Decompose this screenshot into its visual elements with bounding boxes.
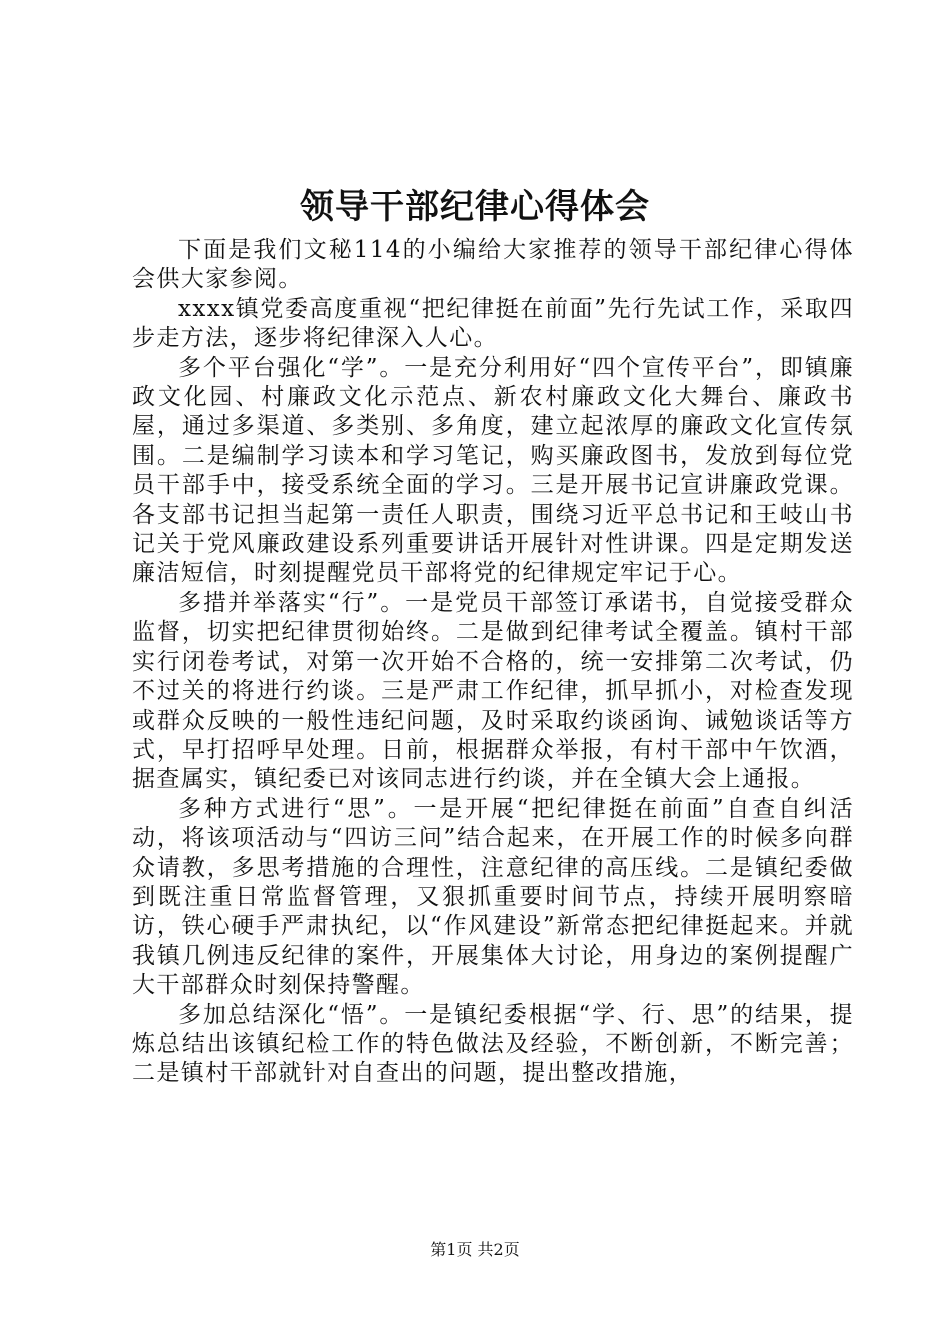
paragraph-learn: 多个平台强化“学”。一是充分利用好“四个宣传平台”，即镇廉政文化园、村廉政文化示范点、新农村廉政文化大舞台、廉政书屋，通过多渠道、多类别、多角度，建立起浓厚的廉政文化宣传氛围。二是编制学习读本和学习笔记，购买廉政图书，发放到每位党员干部手中，接受系统全面的学习。三是开展书记宣讲廉政党课。各支部书记担当起第一责任人职责，围绕习近平总书记和王岐山书记关于党风廉政建设系列重要讲话开展针对性讲课。四是定期发送廉洁短信，时刻提醒党员干部将党的纪律规定牢记于心。 <box>132 354 854 587</box>
paragraph-think: 多种方式进行“思”。一是开展“把纪律挺在前面”自查自纠活动，将该项活动与“四访三问”结合起来，在开展工作的时候多向群众请教，多思考措施的合理性，注意纪律的高压线。二是镇纪委做到既注重日常监督管理，又狠抓重要时间节点，持续开展明察暗访，铁心硬手严肃执纪，以“作风建设”新常态把纪律挺起来。并就我镇几例违反纪律的案件，开展集体大讨论，用身边的案例提醒广大干部群众时刻保持警醒。 <box>132 795 854 999</box>
page-number-footer: 第1页 共2页 <box>430 1240 520 1259</box>
document-body <box>132 236 854 1089</box>
paragraph-realize: 多加总结深化“悟”。一是镇纪委根据“学、行、思”的结果，提炼总结出该镇纪检工作的特色做法及经验，不断创新，不断完善；二是镇村干部就针对自查出的问题，提出整改措施， <box>132 1001 854 1087</box>
document-title: 领导干部纪律心得体会 <box>300 187 650 227</box>
paragraph-act: 多措并举落实“行”。一是党员干部签订承诺书，自觉接受群众监督，切实把纪律贯彻始终。二是做到纪律考试全覆盖。镇村干部实行闭卷考试，对第一次开始不合格的，统一安排第二次考试，仍不过关的将进行约谈。三是严肃工作纪律，抓早抓小，对检查发现或群众反映的一般性违纪问题，及时采取约谈函询、诫勉谈话等方式，早打招呼早处理。日前，根据群众举报，有村干部中午饮酒，据查属实，镇纪委已对该同志进行约谈，并在全镇大会上通报。 <box>132 589 854 793</box>
paragraph-intro: 下面是我们文秘114的小编给大家推荐的领导干部纪律心得体会供大家参阅。 <box>132 237 854 293</box>
paragraph-overview: xxxx镇党委高度重视“把纪律挺在前面”先行先试工作，采取四步走方法，逐步将纪律深入人心。 <box>132 295 854 352</box>
